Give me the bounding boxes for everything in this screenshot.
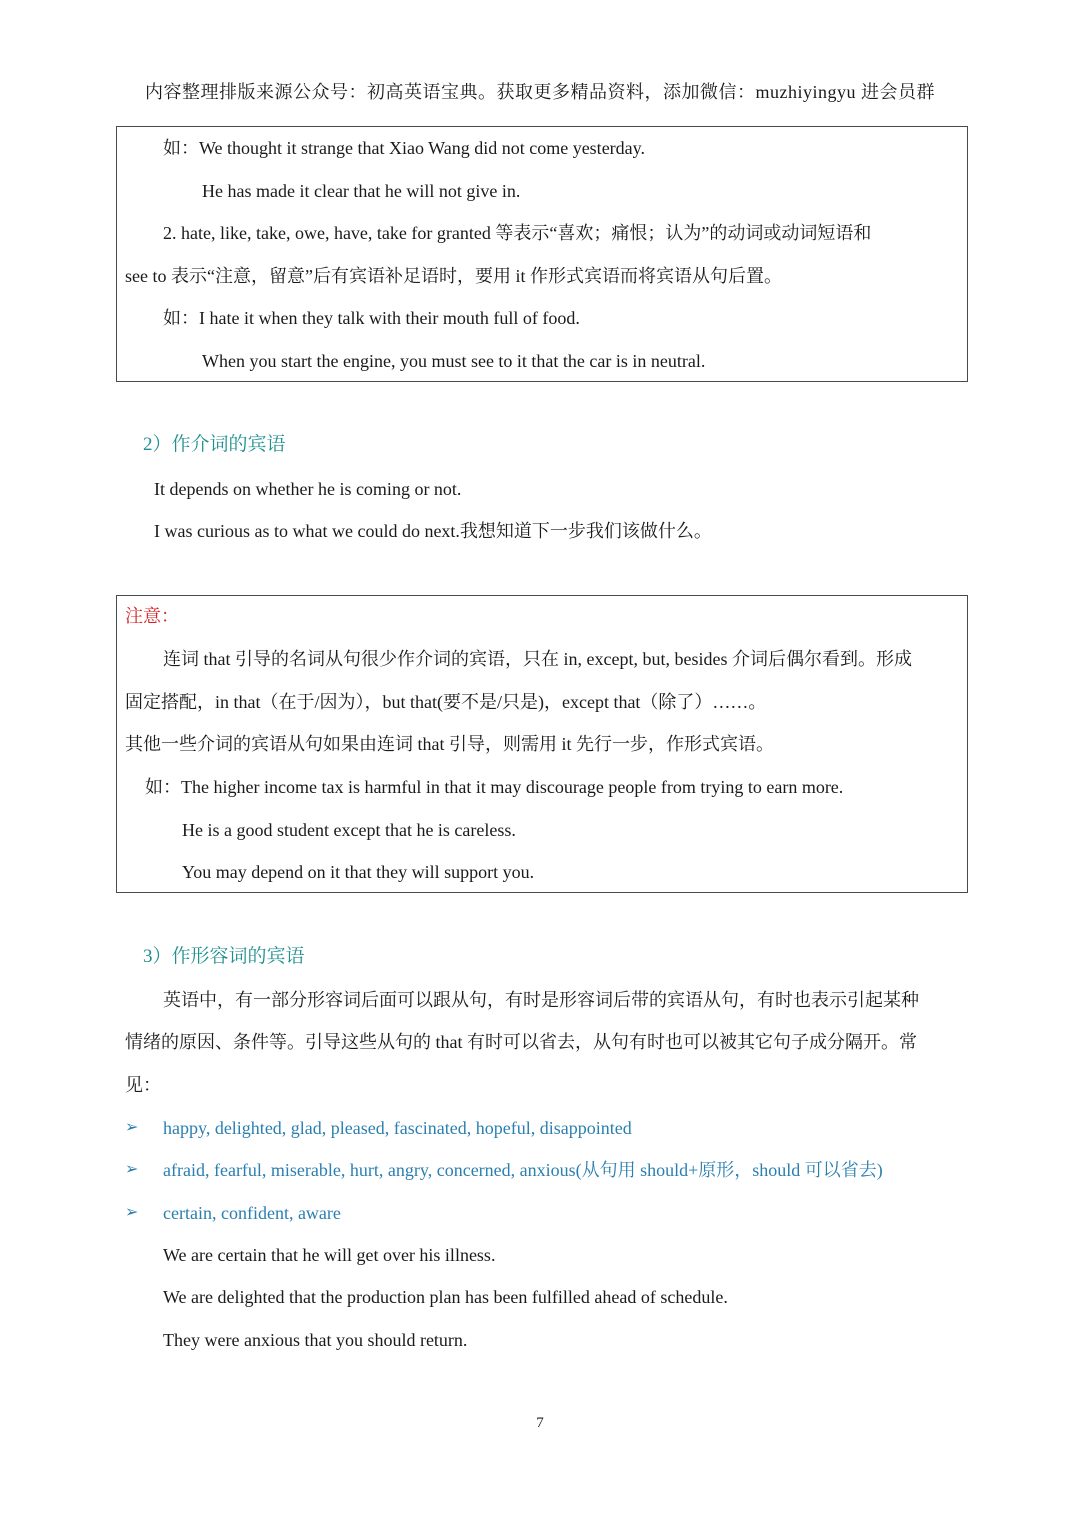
- sec2-example-2: I was curious as to what we could do next.我想知道下一步我们该做什么。: [154, 521, 712, 541]
- note-line-5: He is a good student except that he is careless.: [182, 820, 516, 840]
- note-line-2: 固定搭配，in that（在于/因为），but that(要不是/只是)，except that（除了）……。: [125, 692, 767, 712]
- sec3-para-line-3: 见：: [125, 1075, 161, 1095]
- sec2-example-1: It depends on whether he is coming or not.: [154, 479, 462, 499]
- section-2-title: 2）作介词的宾语: [143, 434, 286, 455]
- sec3-example-3: They were anxious that you should return.: [163, 1330, 468, 1350]
- page-number: 7: [536, 1415, 544, 1431]
- box1-line-4: see to 表示“注意，留意”后有宾语补足语时，要用 it 作形式宾语而将宾语从句后置。: [125, 266, 782, 286]
- sec3-para-line-1: 英语中，有一部分形容词后面可以跟从句，有时是形容词后带的宾语从句，有时也表示引起某种: [163, 990, 919, 1010]
- bullet-arrow-icon: ➢: [125, 1119, 139, 1136]
- box1-line-6: When you start the engine, you must see to it that the car is in neutral.: [202, 351, 706, 371]
- sec3-example-1: We are certain that he will get over his illness.: [163, 1245, 496, 1265]
- sec3-example-2: We are delighted that the production plan has been fulfilled ahead of schedule.: [163, 1287, 728, 1307]
- box1-line-2: He has made it clear that he will not give in.: [202, 181, 521, 201]
- sec3-para-line-2: 情绪的原因、条件等。引导这些从句的 that 有时可以省去，从句有时也可以被其它句子成分隔开。常: [125, 1032, 917, 1052]
- page-header: 内容整理排版来源公众号：初高英语宝典。获取更多精品资料，添加微信：muzhiyingyu 进会员群: [145, 82, 935, 102]
- bullet-arrow-icon: ➢: [125, 1161, 139, 1178]
- bullet-item-3: certain, confident, aware: [163, 1203, 341, 1223]
- note-line-4: 如：The higher income tax is harmful in that it may discourage people from trying to earn more.: [145, 777, 844, 797]
- example-box-1: [116, 126, 968, 382]
- bullet-item-1: happy, delighted, glad, pleased, fascinated, hopeful, disappointed: [163, 1118, 632, 1138]
- bullet-item-2: afraid, fearful, miserable, hurt, angry, concerned, anxious(从句用 should+原形，should 可以省去): [163, 1160, 883, 1180]
- note-label: 注意：: [125, 606, 179, 626]
- note-line-1: 连词 that 引导的名词从句很少作介词的宾语，只在 in, except, but, besides 介词后偶尔看到。形成: [163, 649, 912, 669]
- section-3-title: 3）作形容词的宾语: [143, 946, 305, 967]
- box1-line-5: 如：I hate it when they talk with their mouth full of food.: [163, 308, 580, 328]
- note-line-6: You may depend on it that they will support you.: [182, 862, 535, 882]
- box1-line-3: 2. hate, like, take, owe, have, take for granted 等表示“喜欢；痛恨；认为”的动词或动词短语和: [163, 223, 872, 243]
- note-line-3: 其他一些介词的宾语从句如果由连词 that 引导，则需用 it 先行一步，作形式宾语。: [125, 734, 774, 754]
- bullet-arrow-icon: ➢: [125, 1204, 139, 1221]
- box1-line-1: 如：We thought it strange that Xiao Wang did not come yesterday.: [163, 138, 645, 158]
